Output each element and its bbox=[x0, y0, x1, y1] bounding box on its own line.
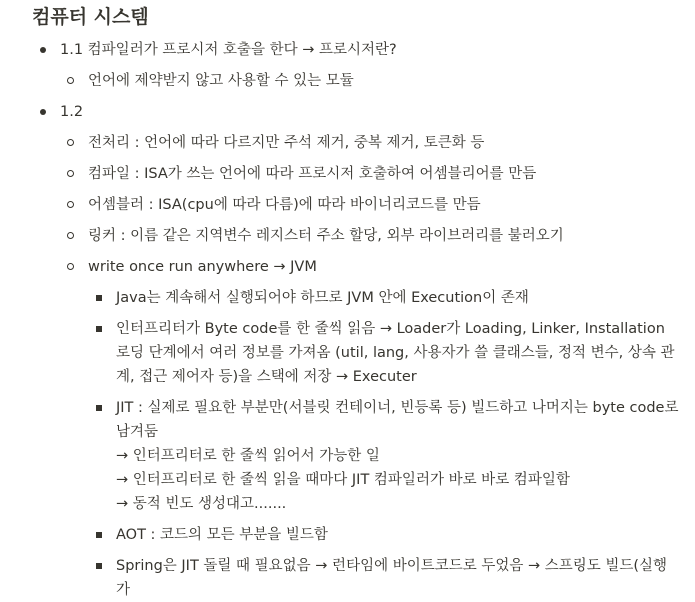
list-item bbox=[0, 255, 695, 602]
circle-bullet-icon bbox=[67, 77, 74, 84]
circle-bullet-icon bbox=[67, 263, 74, 270]
square-bullet-icon bbox=[96, 295, 102, 301]
list-item-text: 1.2 bbox=[60, 104, 84, 120]
list-item-text: 어셈블러 : ISA(cpu에 따라 다름)에 따라 바이너리코드를 만듬 bbox=[88, 197, 481, 213]
circle-bullet-icon bbox=[67, 232, 74, 239]
list-item-text: 컴파일 : ISA가 쓰는 언어에 따라 프로시저 호출하여 어셈블리어를 만듬 bbox=[88, 166, 537, 182]
square-bullet-icon bbox=[96, 405, 102, 411]
list-item-1-1 bbox=[0, 38, 695, 93]
list-item-text: 1.1 컴파일러가 프로시저 호출을 한다 → 프로시저란? bbox=[60, 42, 397, 58]
list-item-1-2 bbox=[0, 100, 695, 602]
list-item bbox=[0, 396, 695, 516]
list-item bbox=[0, 131, 695, 155]
list-item-text: write once run anywhere → JVM bbox=[88, 259, 317, 275]
list-item bbox=[0, 554, 695, 602]
list-item-text: Java는 계속해서 실행되어야 하므로 JVM 안에 Execution이 존재 bbox=[116, 290, 529, 306]
sublist bbox=[0, 69, 695, 93]
list-item-text: JIT : 실제로 필요한 부분만(서블릿 컨테이너, 빈등록 등) 빌드하고 나머지는 byte code로 남겨둠 → 인터프리터로 한 줄씩 읽어서 가능한 일 → 인터프리터로 한 줄씩 읽을 때마다 JIT 컴파일러가 바로 바로 컴파일함 → 동적 빈도 생성대고....... bbox=[116, 400, 679, 512]
list-item bbox=[0, 523, 695, 547]
list-item-text: 인터프리터가 Byte code를 한 줄씩 읽음 → Loader가 Loading, Linker, Installation 로딩 단계에서 여러 정보를 가져옴 (util, lang, 사용자가 쓸 클래스들, 정적 변수, 상속 관계, 접근 제어자 등)을 스택에 저장 → Executer bbox=[116, 321, 675, 385]
page-title: 컴퓨터 시스템 bbox=[32, 6, 149, 28]
square-bullet-icon bbox=[96, 326, 102, 332]
square-bullet-icon bbox=[96, 532, 102, 538]
square-bullet-icon bbox=[96, 563, 102, 569]
list-item bbox=[0, 317, 695, 389]
list-item-text: AOT : 코드의 모든 부분을 빌드함 bbox=[116, 527, 328, 543]
list-item-text: Spring은 JIT 돌릴 때 필요없음 → 런타임에 바이트코드로 두었음 → 스프링도 빌드(실행가 bbox=[116, 558, 668, 598]
circle-bullet-icon bbox=[67, 201, 74, 208]
list-item-text: 언어에 제약받지 않고 사용할 수 있는 모듈 bbox=[88, 73, 354, 89]
list-item-text: 전처리 : 언어에 따라 다르지만 주석 제거, 중복 제거, 토큰화 등 bbox=[88, 135, 485, 151]
list-item bbox=[0, 193, 695, 217]
list-item bbox=[0, 69, 695, 93]
disc-bullet-icon bbox=[40, 109, 46, 115]
list-item bbox=[0, 162, 695, 186]
list-item-text: 링커 : 이름 같은 지역변수 레지스터 주소 할당, 외부 라이브러리를 불러오기 bbox=[88, 228, 564, 244]
sublist bbox=[0, 286, 695, 602]
circle-bullet-icon bbox=[67, 170, 74, 177]
list-item bbox=[0, 224, 695, 248]
circle-bullet-icon bbox=[67, 139, 74, 146]
sublist bbox=[0, 131, 695, 602]
disc-bullet-icon bbox=[40, 47, 46, 53]
list-item bbox=[0, 286, 695, 310]
outline-list bbox=[0, 38, 695, 602]
